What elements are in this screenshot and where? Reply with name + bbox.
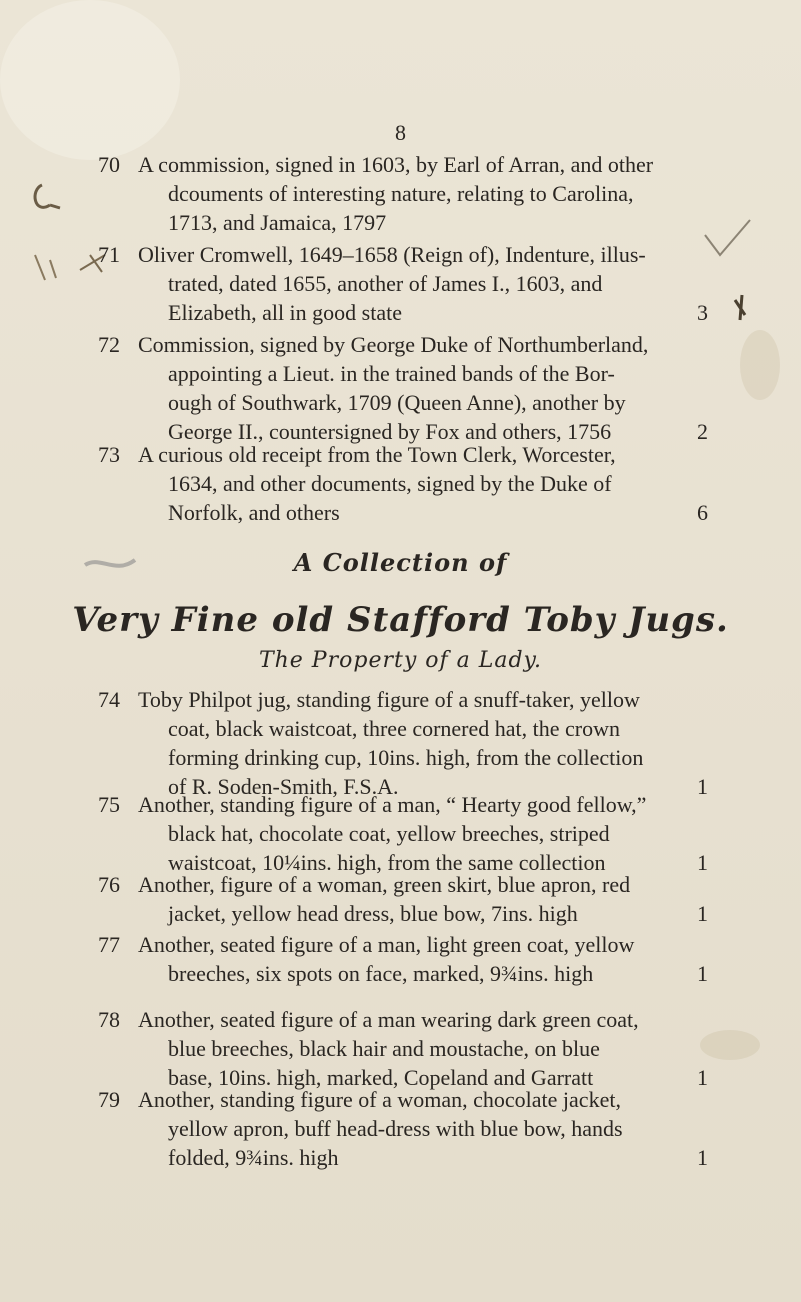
lot-description [138, 1005, 708, 1092]
lot-description-line: Norfolk, and others 6 [168, 500, 708, 525]
lot-quantity: 1 [697, 961, 708, 986]
lot-description [138, 685, 708, 801]
lot-number: 73 [98, 442, 120, 467]
lot-description [138, 1085, 708, 1172]
lot-number: 74 [98, 687, 120, 712]
lot-description [138, 870, 708, 928]
lot-description-line: Toby Philpot jug, standing figure of a snuff-taker, yellow [138, 687, 640, 712]
lot-number: 78 [98, 1007, 120, 1032]
lot-quantity: 1 [697, 901, 708, 926]
lot-description-line: breeches, six spots on face, marked, 9¾ins. high 1 [168, 961, 708, 986]
lot-description-line: folded, 9¾ins. high 1 [168, 1145, 708, 1170]
lot-description-line: A curious old receipt from the Town Clerk, Worcester, [138, 442, 616, 467]
lot-description-line: appointing a Lieut. in the trained bands of the Bor- [168, 361, 615, 386]
lot-description-line: Another, seated figure of a man, light green coat, yellow [138, 932, 635, 957]
lot-description-line: trated, dated 1655, another of James I., 1603, and [168, 271, 603, 296]
lot-description-line: 1713, and Jamaica, 1797 [168, 210, 387, 235]
lot-description-line: Another, standing figure of a woman, chocolate jacket, [138, 1087, 621, 1112]
lot-number: 75 [98, 792, 120, 817]
lot-description [138, 930, 708, 988]
lot-number: 71 [98, 242, 120, 267]
lot-description-line: forming drinking cup, 10ins. high, from the collection [168, 745, 644, 770]
lot-number: 76 [98, 872, 120, 897]
lot-number: 79 [98, 1087, 120, 1112]
lot-description [138, 440, 708, 527]
lot-description-line: yellow apron, buff head-dress with blue bow, hands [168, 1116, 623, 1141]
lot-description-line: A commission, signed in 1603, by Earl of Arran, and other [138, 152, 654, 177]
section-heading-title: Very Fine old Stafford Toby Jugs. [72, 600, 729, 640]
lot-description-line: Commission, signed by George Duke of Northumberland, [138, 332, 649, 357]
lot-description-line: base, 10ins. high, marked, Copeland and Garratt 1 [168, 1065, 708, 1090]
section-heading-collection: A Collection of [293, 548, 508, 577]
page-number: 8 [395, 120, 406, 145]
lot-quantity: 3 [697, 300, 708, 325]
margin-tick-icon [700, 215, 760, 325]
lot-quantity: 1 [697, 1145, 708, 1170]
lot-description-line: 1634, and other documents, signed by the Duke of [168, 471, 612, 496]
lot-description-line: Oliver Cromwell, 1649–1658 (Reign of), Indenture, illus- [138, 242, 646, 267]
lot-number: 70 [98, 152, 120, 177]
lot-description-line: dcouments of interesting nature, relating to Carolina, [168, 181, 634, 206]
lot-quantity: 1 [697, 850, 708, 875]
lot-quantity: 6 [697, 500, 708, 525]
lot-number: 72 [98, 332, 120, 357]
lot-description [138, 150, 708, 237]
section-heading-property: The Property of a Lady. [258, 648, 543, 673]
lot-description-line: George II., countersigned by Fox and others, 1756 2 [168, 419, 708, 444]
lot-quantity: 2 [697, 419, 708, 444]
lot-description [138, 240, 708, 327]
lot-description [138, 790, 708, 877]
lot-description-line: Elizabeth, all in good state 3 [168, 300, 708, 325]
lot-quantity: 1 [697, 774, 708, 799]
lot-number: 77 [98, 932, 120, 957]
lot-description-line: jacket, yellow head dress, blue bow, 7ins. high 1 [168, 901, 708, 926]
lot-description-line: Another, standing figure of a man, “ Hearty good fellow,” [138, 792, 647, 817]
lot-description-line: of R. Soden-Smith, F.S.A. 1 [168, 774, 708, 799]
lot-description-line: waistcoat, 10¼ins. high, from the same collection 1 [168, 850, 708, 875]
lot-description-line: ough of Southwark, 1709 (Queen Anne), another by [168, 390, 626, 415]
lot-description-line: Another, seated figure of a man wearing dark green coat, [138, 1007, 639, 1032]
lot-description-line: coat, black waistcoat, three cornered hat, the crown [168, 716, 621, 741]
lot-description-line: black hat, chocolate coat, yellow breeches, striped [168, 821, 610, 846]
lot-description [138, 330, 708, 446]
lot-description-line: Another, figure of a woman, green skirt, blue apron, red [138, 872, 631, 897]
lot-description-line: blue breeches, black hair and moustache, on blue [168, 1036, 600, 1061]
lot-quantity: 1 [697, 1065, 708, 1090]
